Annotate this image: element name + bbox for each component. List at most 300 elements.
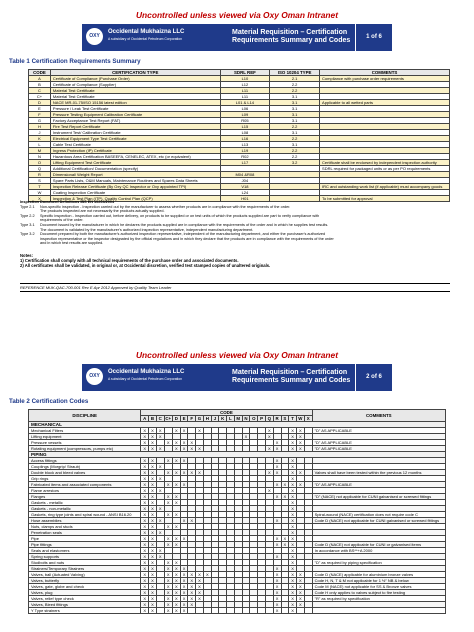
code-mark-cell: X [265, 446, 273, 452]
table-cell: Inspection & Test Plan (ITP), Quality Control Plan (QCP) [50, 196, 220, 202]
code-mark-cell: X [188, 470, 196, 476]
code-mark-cell: X [172, 608, 180, 614]
table-cell: J04 [220, 178, 270, 184]
code-mark-cell: X [149, 596, 157, 602]
comment-cell: In accordance with BS**+A 2000 [312, 548, 445, 554]
comment-cell: Code H, N, T & M not applicable for 1 ½" NB & below [312, 578, 445, 584]
table-cell: 3.1 [270, 94, 320, 100]
code-mark-cell: X [289, 500, 297, 506]
code-mark-cell: X [273, 518, 281, 524]
code-letter: O [250, 416, 258, 422]
table-cell: L11 [220, 88, 270, 94]
code-mark-cell: X [265, 428, 273, 434]
table-cell: SDRL required for packaged units or as per PO requirements [320, 166, 450, 172]
discipline-cell: Studbolts and nuts [29, 560, 141, 566]
code-mark-cell [234, 608, 242, 614]
code-mark-cell: X [164, 482, 172, 488]
table-cell: 3.1 [270, 112, 320, 118]
code-mark-cell: X [149, 506, 157, 512]
discipline-cell: Lifting equipment [29, 434, 141, 440]
col-header-code: CODE [141, 410, 312, 416]
table-cell: Inspection Release Certificate (By Oxy QC Inspector or Oxy appointed TPI) [50, 184, 220, 190]
code-mark-cell: X [172, 542, 180, 548]
code-mark-cell: X [180, 440, 188, 446]
code-mark-cell: X [141, 500, 149, 506]
comment-cell: "D" AS APPLICABLE [312, 482, 445, 488]
code-mark-cell: X [172, 590, 180, 596]
table-cell: Spare Parts Lists, O&M Manuals, Maintenance Routines and Spares Data Sheets [50, 178, 220, 184]
code-mark-cell: X [296, 578, 304, 584]
page-2 [0, 340, 474, 632]
code-letter: E [180, 416, 188, 422]
definition-row: Type 3.1 Document issued by the manufacturer in which he declares the products supplied are in compliance with the requirements of the order and in which he supplies test results. [20, 222, 329, 227]
document-title: Material Requisition – Certification Requirements Summary and Codes [232, 369, 351, 384]
notes: Notes: 1) Certification shall comply with all technical requirements of the purchase order and associated documents. 2) All certificates shall be validated, in original or, at Occidental discretion, verified test stamped copies of unaltered originals. [20, 253, 271, 268]
table-cell: Fire Test Report Certificate [50, 124, 220, 130]
code-mark-cell: X [172, 440, 180, 446]
code-mark-cell: X [188, 596, 196, 602]
code-mark-cell: X [273, 554, 281, 560]
table-cell: 3.1 [270, 118, 320, 124]
code-mark-cell: X [141, 512, 149, 518]
table-cell: L17 [220, 160, 270, 166]
definition-row: Type 2.1 Non-specific inspection - Inspection carried out by the manufacturer to assess whether products are in compliance with the requirements of the order. [20, 204, 291, 209]
code-mark-cell: X [296, 602, 304, 608]
code-mark-cell: X [289, 584, 297, 590]
code-mark-cell [242, 608, 250, 614]
discipline-cell: Valves, plug [29, 590, 141, 596]
code-mark-cell: X [196, 470, 204, 476]
code-mark-cell: X [156, 530, 164, 536]
code-mark-cell: X [149, 536, 157, 542]
discipline-cell: Couplings (Morgrip/ Straub) [29, 464, 141, 470]
definition-row: requirements of the order. [40, 218, 84, 223]
table-2-caption: Table 2 Certification Codes [9, 398, 89, 405]
code-mark-cell: X [180, 428, 188, 434]
table-cell: Lifting Equipment Test Certificate [50, 160, 220, 166]
code-mark-cell: X [296, 440, 304, 446]
comment-cell: Valves shall have been tested within the previous 12 months [312, 470, 445, 476]
discipline-cell: Valves, gate, globe and check [29, 584, 141, 590]
code-mark-cell: X [164, 512, 172, 518]
code-mark-cell: X [156, 506, 164, 512]
code-mark-cell: X [296, 446, 304, 452]
code-mark-cell: X [273, 590, 281, 596]
comment-cell: "D" AS APPLICABLE [312, 440, 445, 446]
table-1-caption: Table 1 Certification Requirements Summary [9, 58, 141, 65]
code-mark-cell: X [273, 602, 281, 608]
code-mark-cell: X [273, 566, 281, 572]
code-mark-cell: X [172, 566, 180, 572]
code-mark-cell: X [149, 500, 157, 506]
table-cell: L09 [220, 112, 270, 118]
code-mark-cell: X [296, 434, 304, 440]
table-cell: L08 [220, 130, 270, 136]
table-cell: Factory Acceptance Test Report (FAT) [50, 118, 220, 124]
table-cell: IRC and outstanding work list (if applicable) must accompany goods [320, 184, 450, 190]
code-mark-cell: X [180, 572, 188, 578]
code-letter: B [149, 416, 157, 422]
code-mark-cell: X [289, 488, 297, 494]
code-mark-cell: X [265, 488, 273, 494]
code-mark-cell: X [149, 440, 157, 446]
table-cell: L12 [220, 82, 270, 88]
code-mark-cell: X [273, 464, 281, 470]
code-mark-cell: X [188, 590, 196, 596]
code-mark-cell: X [141, 506, 149, 512]
table-cell: Compliance with purchase order requirements [320, 76, 450, 82]
code-mark-cell: X [149, 566, 157, 572]
code-mark-cell: X [281, 482, 289, 488]
table-cell: 3.1 [270, 130, 320, 136]
code-mark-cell: X [273, 536, 281, 542]
code-mark-cell: X [273, 578, 281, 584]
code-mark-cell: X [242, 434, 250, 440]
table-cell: S [29, 178, 51, 184]
table-cell: E [29, 106, 51, 112]
code-mark-cell: X [188, 440, 196, 446]
code-mark-cell: X [149, 434, 157, 440]
code-mark-cell: X [149, 464, 157, 470]
comment-cell: "D" as required by piping specification [312, 560, 445, 566]
code-mark-cell: X [149, 578, 157, 584]
code-mark-cell: X [273, 494, 281, 500]
code-mark-cell: X [180, 608, 188, 614]
table-cell: L01 & L14 [220, 100, 270, 106]
code-mark-cell: X [188, 518, 196, 524]
code-mark-cell: X [164, 596, 172, 602]
code-mark-cell: X [172, 494, 180, 500]
table-cell: Certificate of Compliance (Supplier) [50, 82, 220, 88]
discipline-cell: Fabricated items and associated components [29, 482, 141, 488]
code-letter: J [211, 416, 219, 422]
table-cell: 3.1 [270, 142, 320, 148]
code-mark-cell: X [141, 476, 149, 482]
certification-requirements-table [28, 69, 450, 202]
code-mark-cell: X [149, 488, 157, 494]
code-mark-cell: X [188, 602, 196, 608]
code-mark-cell: X [164, 458, 172, 464]
code-mark-cell [196, 608, 204, 614]
code-mark-cell: X [196, 446, 204, 452]
table-cell: M04 &R08 [220, 172, 270, 178]
code-mark-cell: X [188, 584, 196, 590]
code-mark-cell: X [149, 458, 157, 464]
document-header [82, 364, 392, 391]
code-mark-cell: X [289, 440, 297, 446]
col-header-comments: COMMENTS [312, 410, 445, 422]
table-cell: C [29, 88, 51, 94]
code-mark-cell: X [149, 428, 157, 434]
discipline-cell: Spring supports [29, 554, 141, 560]
code-mark-cell: X [196, 572, 204, 578]
code-mark-cell: X [273, 584, 281, 590]
table-cell: Applicable to all wetted parts [320, 100, 450, 106]
col-header: COMMENTS [320, 70, 450, 76]
note-line: 2) All certificates shall be validated, in original or, at Occidental discretion, verified test stamped copies of unaltered originals. [20, 263, 271, 268]
discipline-cell: Y Type strainers [29, 608, 141, 614]
code-mark-cell: X [141, 584, 149, 590]
code-mark-cell: X [180, 590, 188, 596]
code-mark-cell: X [156, 428, 164, 434]
code-mark-cell: X [180, 602, 188, 608]
table-cell: J [29, 130, 51, 136]
discipline-cell: Penetration seals [29, 530, 141, 536]
table-cell: 2.2 [270, 154, 320, 160]
comment-cell: Code D (NACE) not applicable for CUNI galvanised or screwed fittings [312, 518, 445, 524]
code-letter: R [273, 416, 281, 422]
table-cell: 3.1 [270, 106, 320, 112]
code-mark-cell: X [141, 542, 149, 548]
code-mark-cell: X [172, 470, 180, 476]
code-mark-cell [188, 608, 196, 614]
code-mark-cell: X [141, 434, 149, 440]
code-mark-cell: X [289, 518, 297, 524]
table-cell: T [29, 184, 51, 190]
discipline-cell: Gaskets - metallic [29, 500, 141, 506]
code-mark-cell: X [289, 524, 297, 530]
code-mark-cell: X [141, 464, 149, 470]
code-mark-cell: X [203, 572, 211, 578]
code-mark-cell: X [289, 596, 297, 602]
code-mark-cell: X [141, 470, 149, 476]
table-cell: 2.2 [270, 136, 320, 142]
code-mark-cell: X [149, 446, 157, 452]
code-mark-cell: X [196, 590, 204, 596]
code-mark-cell: X [289, 530, 297, 536]
code-mark-cell: X [281, 494, 289, 500]
company-name: Occidental Mukhaizna LLC [108, 29, 185, 35]
code-mark-cell: X [289, 476, 297, 482]
discipline-cell: Flame arrestors [29, 488, 141, 494]
code-mark-cell: X [156, 518, 164, 524]
table-cell: V18 [220, 184, 270, 190]
table-cell: 2.2 [270, 88, 320, 94]
comment-cell: Code M (NACE) not applicable for SS & Bronze valves [312, 584, 445, 590]
discipline-cell: Double block and bleed valves [29, 470, 141, 476]
table-cell: Instrument Test/ Calibration Certificate [50, 130, 220, 136]
table-cell: F [29, 112, 51, 118]
comment-cell: Code D (NACE) applicable for aluminium bronze valves [312, 572, 445, 578]
code-mark-cell: X [289, 578, 297, 584]
code-mark-cell: X [141, 536, 149, 542]
code-letter: K [219, 416, 227, 422]
code-mark-cell: X [149, 542, 157, 548]
oxy-logo-icon: OXY [86, 368, 103, 385]
code-mark-cell: X [180, 536, 188, 542]
table-cell: L11 [220, 94, 270, 100]
code-letter: X [304, 416, 312, 422]
table-cell: Dimensional/ Weight Report [50, 172, 220, 178]
code-mark-cell: X [164, 566, 172, 572]
uncontrolled-banner: Uncontrolled unless viewed via Oxy Oman Intranet [136, 10, 338, 20]
code-mark-cell: X [289, 470, 297, 476]
code-mark-cell: X [164, 440, 172, 446]
code-mark-cell: X [172, 560, 180, 566]
table-cell: L15 [220, 124, 270, 130]
definition-row: The document is validated by the manufacturer's authorized inspection representative, independent manufacturing department. [40, 227, 254, 232]
code-mark-cell [211, 608, 219, 614]
reference-line: REFERENCE MUK-QAC-700-001 Rev E Apr 2012 Approved by Quality Team Leader [20, 283, 450, 292]
table-cell: Pressure Testing Equipment Calibration Certificate [50, 112, 220, 118]
code-mark-cell: X [141, 482, 149, 488]
code-mark-cell: X [156, 548, 164, 554]
discipline-cell: Pressure vessels [29, 440, 141, 446]
code-mark-cell: X [180, 596, 188, 602]
discipline-cell: Grip rings [29, 476, 141, 482]
table-cell: NACE MR-01-75/ISO 15156 latest edition [50, 100, 220, 106]
discipline-cell: Valves, Bleed fittings [29, 602, 141, 608]
code-mark-cell: X [180, 446, 188, 452]
discipline-cell: Seals and elastomers [29, 548, 141, 554]
code-mark-cell: X [172, 596, 180, 602]
table-cell: R [29, 172, 51, 178]
code-mark-cell: X [273, 470, 281, 476]
code-mark-cell: X [273, 596, 281, 602]
code-mark-cell: X [289, 482, 297, 488]
code-mark-cell: X [149, 530, 157, 536]
code-mark-cell: X [164, 536, 172, 542]
code-mark-cell: X [149, 602, 157, 608]
oxy-logo-icon: OXY [86, 28, 103, 45]
table-cell: Ingress Protection (IP) Certificate [50, 148, 220, 154]
code-mark-cell: X [164, 584, 172, 590]
code-letter: L [227, 416, 235, 422]
code-mark-cell: X [296, 590, 304, 596]
code-mark-cell: X [141, 554, 149, 560]
table-cell: H01 [220, 196, 270, 202]
code-mark-cell: X [273, 482, 281, 488]
table-cell: X [29, 196, 51, 202]
code-mark-cell: X [289, 512, 297, 518]
code-mark-cell [203, 608, 211, 614]
code-letter: C [156, 416, 164, 422]
code-mark-cell: X [196, 578, 204, 584]
code-mark-cell: X [281, 536, 289, 542]
comment-cell: "R" as required by specification [312, 596, 445, 602]
code-mark-cell: X [141, 596, 149, 602]
table-cell: R02 [220, 154, 270, 160]
code-mark-cell: X [273, 608, 281, 614]
code-mark-cell: X [180, 584, 188, 590]
code-mark-cell: X [172, 482, 180, 488]
table-cell: D [29, 100, 51, 106]
code-mark-cell: X [141, 440, 149, 446]
discipline-cell: Gaskets, ring type joints and spiral wound - ANSI B16.20 [29, 512, 141, 518]
discipline-cell: Rotating equipment (compressors, pumps etc) [29, 446, 141, 452]
table-cell: 2.2 [270, 148, 320, 154]
code-mark-cell: X [164, 542, 172, 548]
table-cell: Material Test Certificate [50, 88, 220, 94]
table-cell: W [29, 190, 51, 196]
discipline-cell: Mechanical Filters [29, 428, 141, 434]
code-mark-cell: X [141, 590, 149, 596]
discipline-cell: Pipe fittings [29, 542, 141, 548]
code-mark-cell: X [149, 560, 157, 566]
table-cell: Material Test Certificate [50, 94, 220, 100]
code-mark-cell: X [289, 446, 297, 452]
document-header [82, 24, 392, 51]
code-mark-cell: X [289, 506, 297, 512]
definitions-heading: Inspection Document Definitions IBS EN 10204/2004 [20, 200, 115, 204]
code-mark-cell: X [156, 464, 164, 470]
code-mark-cell: X [164, 560, 172, 566]
code-mark-cell: X [196, 428, 204, 434]
code-mark-cell: X [141, 428, 149, 434]
code-mark-cell: X [289, 494, 297, 500]
code-letter: P [258, 416, 266, 422]
inspection-definitions [20, 200, 460, 246]
table-cell: L16 [220, 136, 270, 142]
code-letter: Q [265, 416, 273, 422]
code-mark-cell: X [289, 434, 297, 440]
code-mark-cell: X [149, 518, 157, 524]
code-mark-cell [250, 608, 258, 614]
code-mark-cell: X [141, 530, 149, 536]
code-letter: D [172, 416, 180, 422]
code-mark-cell: X [289, 458, 297, 464]
code-mark-cell: X [180, 482, 188, 488]
code-mark-cell: X [141, 560, 149, 566]
code-mark-cell: X [188, 446, 196, 452]
code-mark-cell: X [289, 590, 297, 596]
code-mark-cell: X [289, 536, 297, 542]
col-header: SDRL REF [220, 70, 270, 76]
table-cell: L [29, 142, 51, 148]
code-mark-cell: X [156, 446, 164, 452]
table-cell: M [29, 148, 51, 154]
code-mark-cell [304, 608, 312, 614]
code-letter: F [188, 416, 196, 422]
code-mark-cell: X [141, 566, 149, 572]
code-mark-cell: X [141, 572, 149, 578]
table-cell: L10 [220, 76, 270, 82]
code-mark-cell: X [149, 524, 157, 530]
page-number: 1 of 6 [355, 24, 392, 51]
code-letter: C+ [165, 416, 172, 421]
code-mark-cell: X [156, 434, 164, 440]
code-mark-cell: X [156, 488, 164, 494]
table-cell: 3.2 [270, 160, 320, 166]
code-mark-cell: X [180, 578, 188, 584]
code-mark-cell: X [289, 572, 297, 578]
code-mark-cell: X [172, 524, 180, 530]
discipline-cell: Valves, butterfly [29, 578, 141, 584]
comment-cell: Spiral-wound (NACE) certification does not require code C [312, 512, 445, 518]
table-cell: L24 [220, 190, 270, 196]
code-mark-cell: X [273, 440, 281, 446]
code-mark-cell: X [180, 458, 188, 464]
code-mark-cell: X [281, 542, 289, 548]
code-mark-cell: X [141, 524, 149, 530]
code-mark-cell: X [289, 608, 297, 614]
table-cell: 3.1 [270, 100, 320, 106]
company-subtitle: A subsidiary of Occidental Petroleum Corporation [108, 377, 183, 381]
table-cell: Certificate shall be endorsed by independent inspection authority [320, 160, 450, 166]
code-mark-cell: X [172, 428, 180, 434]
code-mark-cell: X [141, 488, 149, 494]
code-mark-cell: X [149, 584, 157, 590]
code-mark-cell: X [172, 500, 180, 506]
comment-cell: "D" AS APPLICABLE [312, 446, 445, 452]
code-mark-cell: X [296, 572, 304, 578]
code-letter: W [298, 416, 303, 421]
table-cell: R05 [220, 118, 270, 124]
table-cell: O [29, 160, 51, 166]
code-mark-cell: X [149, 494, 157, 500]
code-mark-cell: X [188, 578, 196, 584]
code-mark-cell: X [164, 578, 172, 584]
